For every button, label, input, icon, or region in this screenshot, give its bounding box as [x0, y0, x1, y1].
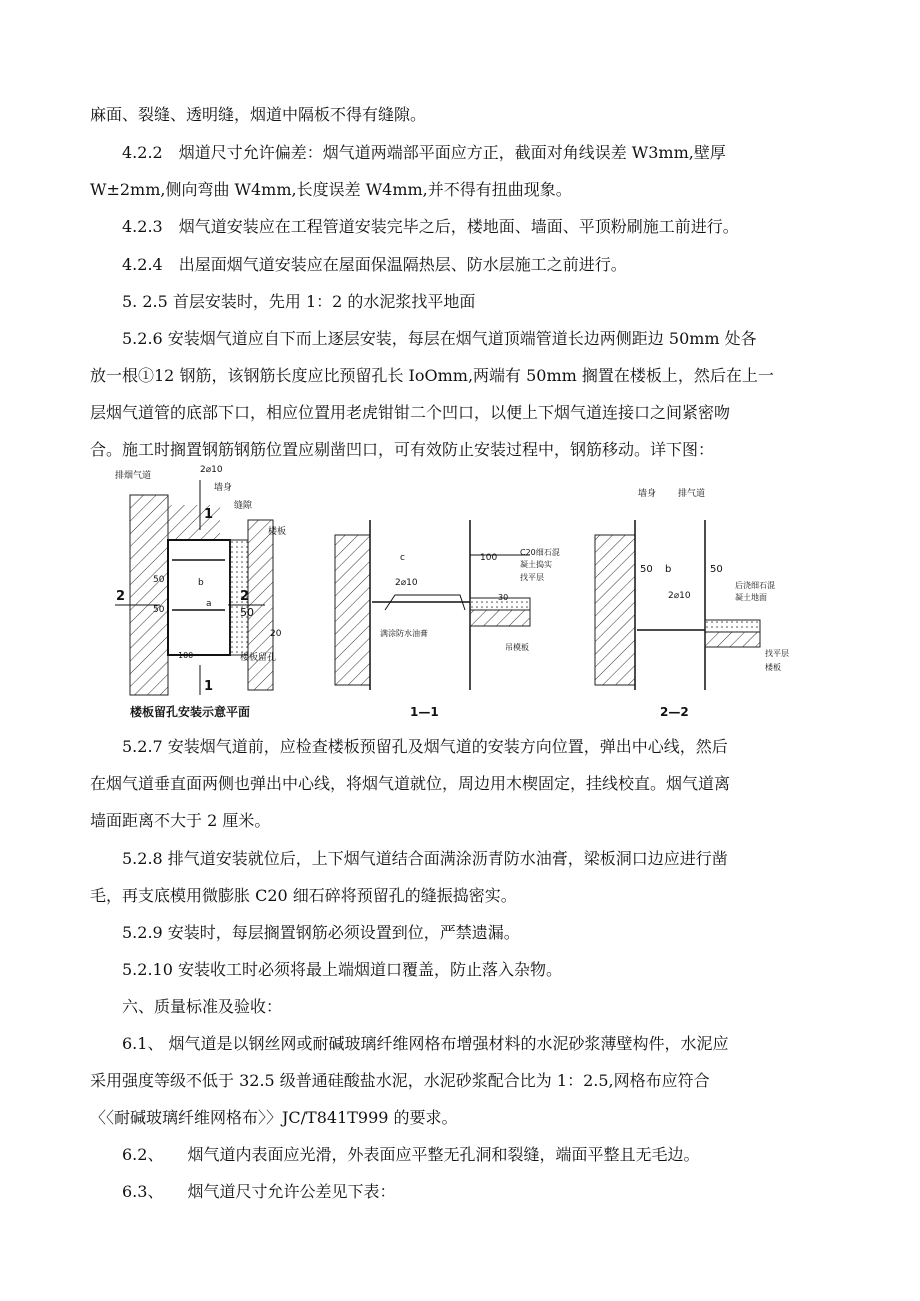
- plan-view: [115, 465, 286, 719]
- plan-label-duct: 排烟气道: [115, 471, 152, 481]
- section-1-1: [335, 520, 560, 719]
- s11-dim-30: 30: [498, 593, 509, 602]
- plan-label-slab: 楼板: [268, 527, 287, 537]
- s11-label-mold: 吊模板: [505, 643, 529, 652]
- paragraph-5-2-8-line2: 毛，再支底模用微膨胀 C20 细石碎将预留孔的缝振捣密实。: [90, 886, 517, 905]
- paragraph-4-2-2: 4.2.2 烟道尺寸允许偏差：烟气道两端部平面应方正，截面对角线误差 W3mm,壁厚: [122, 143, 726, 162]
- section-heading-6: 六、质量标准及验收：: [122, 997, 283, 1016]
- plan-label-gap: 缝隙: [234, 501, 253, 511]
- plan-label-hole: 楼板留孔: [240, 653, 277, 663]
- paragraph-5-2-7: 5.2.7 安装烟气道前，应检查楼板预留孔及烟气道的安装方向位置，弹出中心线，然后: [122, 737, 728, 756]
- paragraph-5-2-6: 5.2.6 安装烟气道应自下而上逐层安装，每层在烟气道顶端管道长边两侧距边 50mm 处各: [122, 329, 757, 348]
- s22-label-post2: 凝土地面: [735, 593, 767, 602]
- plan-label-wall: 墙身: [214, 483, 233, 493]
- paragraph-6-2: 6.2、 烟气道内表面应光滑，外表面应平整无孔洞和裂缝，端面平整且无毛边。: [122, 1145, 700, 1164]
- s11-label-c20b: 凝土捣实: [520, 560, 552, 569]
- paragraph-6-1-line3: 〈〈耐碱玻璃纤维网格布〉〉JC/T841T999 的要求。: [90, 1108, 458, 1127]
- s11-label-rebar: 2⌀10: [395, 578, 418, 588]
- plan-duct-outline: [168, 540, 230, 655]
- paragraph-5-2-9: 5.2.9 安装时，每层搁置钢筋必须设置到位，严禁遗漏。: [122, 923, 520, 942]
- paragraph-6-1-line2: 采用强度等级不低于 32.5 级普通硅酸盐水泥，水泥砂浆配合比为 1：2.5,网格布应符合: [90, 1071, 710, 1090]
- paragraph-5-2-7-line3: 墙面距离不大于 2 厘米。: [90, 811, 271, 830]
- s11-slab: [470, 610, 530, 626]
- paragraph-5-2-8: 5.2.8 排气道安装就位后，上下烟气道结合面满涂沥青防水油膏，梁板洞口边应进行凿: [122, 849, 728, 868]
- plan-label-rebar: 2⌀10: [200, 465, 223, 475]
- plan-section-2-right: 2: [240, 589, 250, 604]
- plan-caption: 楼板留孔安装示意平面: [130, 705, 251, 719]
- plan-section-1-bottom: 1: [204, 679, 214, 694]
- s11-wall: [335, 535, 370, 685]
- paragraph-continuation: 麻面、裂缝、透明缝，烟道中隔板不得有缝隙。: [90, 105, 427, 124]
- s22-label-post: 后浇细石混: [735, 581, 775, 590]
- s22-label-rebar: 2⌀10: [668, 591, 691, 601]
- section-2-2: [595, 487, 789, 719]
- s11-label-level: 找平层: [520, 573, 544, 582]
- plan-section-1-top: 1: [204, 507, 214, 522]
- paragraph-5-2-10: 5.2.10 安装收工时必须将最上端烟道口覆盖，防止落入杂物。: [122, 960, 562, 979]
- s11-dim-100: 100: [480, 553, 498, 563]
- plan-wall: [130, 495, 168, 695]
- plan-dim-20: 20: [270, 629, 282, 639]
- s22-label-wall: 墙身: [638, 489, 657, 499]
- s11-mark-c: c: [400, 553, 405, 563]
- s11-caption: 1—1: [410, 705, 439, 719]
- s22-wall: [595, 535, 635, 685]
- paragraph-5-2-7-line2: 在烟气道垂直面两侧也弹出中心线，将烟气道就位，周边用木楔固定，挂线校直。烟气道离: [90, 774, 731, 793]
- s11-label-paste: 满涂防水油膏: [380, 629, 428, 638]
- s22-label-level: 找平层: [765, 649, 789, 658]
- paragraph-5-2-6-line4: 合。施工时搁置钢筋钢筋位置应剔凿凹口，可有效防止安装过程中，钢筋移动。详下图：: [90, 440, 715, 459]
- paragraph-5-2-5: 5. 2.5 首层安装时，先用 1：2 的水泥浆找平地面: [122, 292, 476, 311]
- s22-caption: 2—2: [660, 705, 689, 719]
- plan-mark-b: b: [198, 578, 204, 588]
- s22-dim-50-right: 50: [710, 564, 723, 575]
- paragraph-6-1: 6.1、 烟气道是以钢丝网或耐碱玻璃纤维网格布增强材料的水泥砂浆薄壁构件，水泥应: [122, 1034, 729, 1053]
- installation-diagram: [0, 460, 920, 725]
- s22-mark-b: b: [665, 564, 672, 575]
- plan-dim-50-b: 50: [153, 605, 165, 615]
- plan-dim-50-a: 50: [153, 575, 165, 585]
- paragraph-4-2-3: 4.2.3 烟气道安装应在工程管道安装完毕之后，楼地面、墙面、平顶粉刷施工前进行。: [122, 217, 739, 236]
- s22-slab: [705, 632, 760, 647]
- plan-mark-a: a: [206, 599, 212, 609]
- s22-dim-50: 50: [640, 564, 653, 575]
- paragraph-6-3: 6.3、 烟气道尺寸允许公差见下表：: [122, 1182, 396, 1201]
- paragraph-5-2-6-line2: 放一根①12 钢筋，该钢筋长度应比预留孔长 IoOmm,两端有 50mm 搁置在楼板上，然后在上一: [90, 366, 774, 385]
- s11-label-c20: C20细石混: [520, 548, 560, 557]
- paragraph-4-2-2-cont: W±2mm,侧向弯曲 W4mm,长度误差 W4mm,并不得有扭曲现象。: [90, 180, 572, 199]
- paragraph-4-2-4: 4.2.4 出屋面烟气道安装应在屋面保温隔热层、防水层施工之前进行。: [122, 255, 627, 274]
- plan-dim-50-c: 50: [240, 606, 254, 619]
- plan-dim-100: 100: [178, 651, 194, 660]
- plan-section-2-left: 2: [116, 589, 126, 604]
- s22-label-slab: 楼板: [765, 663, 781, 672]
- s22-label-duct: 排气道: [678, 489, 706, 499]
- paragraph-5-2-6-line3: 层烟气道管的底部下口，相应位置用老虎钳钳二个凹口，以便上下烟气道连接口之间紧密吻: [90, 403, 731, 422]
- s22-topping: [705, 620, 760, 632]
